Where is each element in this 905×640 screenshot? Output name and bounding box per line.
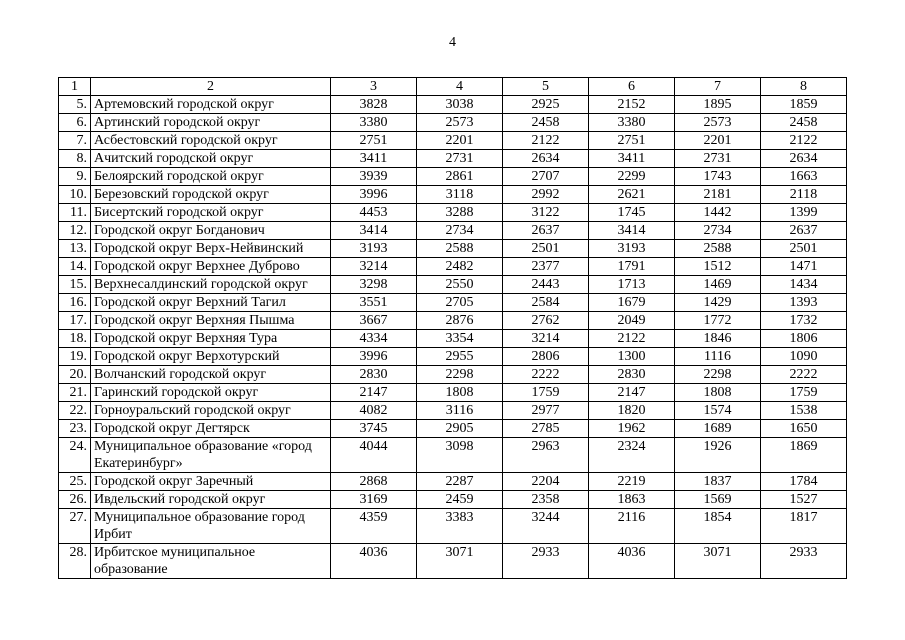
data-table: [58, 77, 847, 579]
municipality-name: Муниципальное образование «город Екатеринбург»: [91, 438, 331, 473]
table-row: [59, 240, 847, 258]
value-cell-col5: 2377: [503, 258, 589, 276]
row-number: 28.: [59, 544, 91, 579]
value-cell-col5: 2501: [503, 240, 589, 258]
value-cell-col7: 1116: [675, 348, 761, 366]
municipality-name: Бисертский городской округ: [91, 204, 331, 222]
row-number: 10.: [59, 186, 91, 204]
value-cell-col5: 2358: [503, 491, 589, 509]
table-row: [59, 348, 847, 366]
municipality-name: Городской округ Верхний Тагил: [91, 294, 331, 312]
value-cell-col3: 3996: [331, 186, 417, 204]
value-cell-col4: 3071: [417, 544, 503, 579]
municipality-name: Артинский городской округ: [91, 114, 331, 132]
row-number: 20.: [59, 366, 91, 384]
value-cell-col6: 1791: [589, 258, 675, 276]
row-number: 15.: [59, 276, 91, 294]
table-row: [59, 402, 847, 420]
value-cell-col6: 4036: [589, 544, 675, 579]
row-number: 14.: [59, 258, 91, 276]
value-cell-col4: 2905: [417, 420, 503, 438]
page-number: 4: [449, 35, 456, 50]
value-cell-col8: 1399: [761, 204, 847, 222]
value-cell-col3: 2147: [331, 384, 417, 402]
value-cell-col7: 1837: [675, 473, 761, 491]
municipality-name: Городской округ Верх-Нейвинский: [91, 240, 331, 258]
value-cell-col6: 2621: [589, 186, 675, 204]
value-cell-col3: 3939: [331, 168, 417, 186]
value-cell-col7: 1926: [675, 438, 761, 473]
municipality-name: Городской округ Заречный: [91, 473, 331, 491]
value-cell-col8: 1663: [761, 168, 847, 186]
value-cell-col8: 1806: [761, 330, 847, 348]
value-cell-col7: 1854: [675, 509, 761, 544]
municipality-name: Городской округ Верхнее Дуброво: [91, 258, 331, 276]
row-number: 26.: [59, 491, 91, 509]
row-number: 13.: [59, 240, 91, 258]
municipality-name: Белоярский городской округ: [91, 168, 331, 186]
value-cell-col5: 1759: [503, 384, 589, 402]
value-cell-col7: 2181: [675, 186, 761, 204]
value-cell-col6: 2122: [589, 330, 675, 348]
table-row: [59, 204, 847, 222]
municipality-name: Ачитский городской округ: [91, 150, 331, 168]
value-cell-col6: 1962: [589, 420, 675, 438]
municipality-name: Березовский городской округ: [91, 186, 331, 204]
value-cell-col7: 2573: [675, 114, 761, 132]
municipality-name: Горноуральский городской округ: [91, 402, 331, 420]
value-cell-col7: 1469: [675, 276, 761, 294]
value-cell-col6: 2324: [589, 438, 675, 473]
table-row: [59, 312, 847, 330]
value-cell-col8: 1090: [761, 348, 847, 366]
value-cell-col4: 3354: [417, 330, 503, 348]
value-cell-col5: 2637: [503, 222, 589, 240]
value-cell-col6: 3193: [589, 240, 675, 258]
value-cell-col3: 2830: [331, 366, 417, 384]
value-cell-col4: 2734: [417, 222, 503, 240]
value-cell-col6: 1300: [589, 348, 675, 366]
row-number: 8.: [59, 150, 91, 168]
value-cell-col3: 4334: [331, 330, 417, 348]
value-cell-col5: 2443: [503, 276, 589, 294]
municipality-name: Ивдельский городской округ: [91, 491, 331, 509]
value-cell-col6: 1863: [589, 491, 675, 509]
value-cell-col8: 1434: [761, 276, 847, 294]
table-row: [59, 438, 847, 473]
value-cell-col4: 2731: [417, 150, 503, 168]
municipality-name: Волчанский городской округ: [91, 366, 331, 384]
value-cell-col3: 3169: [331, 491, 417, 509]
value-cell-col8: 1859: [761, 96, 847, 114]
value-cell-col6: 2751: [589, 132, 675, 150]
value-cell-col6: 2299: [589, 168, 675, 186]
value-cell-col8: 1784: [761, 473, 847, 491]
row-number: 11.: [59, 204, 91, 222]
row-number: 12.: [59, 222, 91, 240]
column-header: 8: [761, 78, 847, 96]
table-row: [59, 366, 847, 384]
value-cell-col6: 3414: [589, 222, 675, 240]
row-number: 22.: [59, 402, 91, 420]
value-cell-col3: 4082: [331, 402, 417, 420]
value-cell-col5: 2122: [503, 132, 589, 150]
value-cell-col5: 2992: [503, 186, 589, 204]
row-number: 17.: [59, 312, 91, 330]
value-cell-col7: 3071: [675, 544, 761, 579]
column-header: 3: [331, 78, 417, 96]
value-cell-col4: 2705: [417, 294, 503, 312]
value-cell-col7: 1574: [675, 402, 761, 420]
value-cell-col7: 1808: [675, 384, 761, 402]
value-cell-col3: 3667: [331, 312, 417, 330]
municipality-name: Ирбитское муниципальное образование: [91, 544, 331, 579]
value-cell-col4: 2459: [417, 491, 503, 509]
value-cell-col4: 2287: [417, 473, 503, 491]
value-cell-col4: 2482: [417, 258, 503, 276]
value-cell-col4: 2588: [417, 240, 503, 258]
value-cell-col4: 3118: [417, 186, 503, 204]
table-row: [59, 276, 847, 294]
value-cell-col5: 3244: [503, 509, 589, 544]
value-cell-col3: 4044: [331, 438, 417, 473]
value-cell-col3: 3745: [331, 420, 417, 438]
value-cell-col5: 2762: [503, 312, 589, 330]
value-cell-col6: 2830: [589, 366, 675, 384]
row-number: 9.: [59, 168, 91, 186]
value-cell-col8: 1869: [761, 438, 847, 473]
row-number: 16.: [59, 294, 91, 312]
table-row: [59, 186, 847, 204]
value-cell-col3: 3380: [331, 114, 417, 132]
column-header: 5: [503, 78, 589, 96]
table-row: [59, 114, 847, 132]
row-number: 25.: [59, 473, 91, 491]
value-cell-col3: 4359: [331, 509, 417, 544]
value-cell-col3: 3996: [331, 348, 417, 366]
value-cell-col4: 3116: [417, 402, 503, 420]
table-row: [59, 544, 847, 579]
value-cell-col5: 2977: [503, 402, 589, 420]
value-cell-col6: 2116: [589, 509, 675, 544]
value-cell-col6: 2152: [589, 96, 675, 114]
value-cell-col7: 1772: [675, 312, 761, 330]
municipality-name: Городской округ Верхняя Пышма: [91, 312, 331, 330]
value-cell-col8: 1817: [761, 509, 847, 544]
value-cell-col7: 1743: [675, 168, 761, 186]
value-cell-col4: 3383: [417, 509, 503, 544]
table-row: [59, 150, 847, 168]
value-cell-col3: 3411: [331, 150, 417, 168]
value-cell-col7: 1689: [675, 420, 761, 438]
table-row: [59, 330, 847, 348]
value-cell-col5: 3122: [503, 204, 589, 222]
municipality-name: Артемовский городской округ: [91, 96, 331, 114]
value-cell-col3: 2868: [331, 473, 417, 491]
value-cell-col6: 1820: [589, 402, 675, 420]
value-cell-col4: 1808: [417, 384, 503, 402]
value-cell-col4: 2876: [417, 312, 503, 330]
value-cell-col7: 1442: [675, 204, 761, 222]
value-cell-col4: 3098: [417, 438, 503, 473]
value-cell-col7: 1512: [675, 258, 761, 276]
column-header: 4: [417, 78, 503, 96]
value-cell-col7: 2298: [675, 366, 761, 384]
value-cell-col8: 1650: [761, 420, 847, 438]
value-cell-col6: 2049: [589, 312, 675, 330]
value-cell-col6: 2219: [589, 473, 675, 491]
value-cell-col4: 2550: [417, 276, 503, 294]
value-cell-col5: 2806: [503, 348, 589, 366]
value-cell-col7: 2731: [675, 150, 761, 168]
row-number: 5.: [59, 96, 91, 114]
table-row: [59, 168, 847, 186]
value-cell-col8: 1732: [761, 312, 847, 330]
value-cell-col7: 2201: [675, 132, 761, 150]
column-header: 7: [675, 78, 761, 96]
table-row: [59, 96, 847, 114]
value-cell-col3: 3214: [331, 258, 417, 276]
value-cell-col4: 2861: [417, 168, 503, 186]
value-cell-col8: 2634: [761, 150, 847, 168]
value-cell-col5: 2458: [503, 114, 589, 132]
value-cell-col7: 1846: [675, 330, 761, 348]
value-cell-col4: 2201: [417, 132, 503, 150]
value-cell-col4: 3288: [417, 204, 503, 222]
table-body: [59, 78, 847, 579]
column-header: 1: [59, 78, 91, 96]
value-cell-col8: 1527: [761, 491, 847, 509]
column-header: 2: [91, 78, 331, 96]
value-cell-col6: 1679: [589, 294, 675, 312]
municipality-name: Муниципальное образование город Ирбит: [91, 509, 331, 544]
value-cell-col7: 2734: [675, 222, 761, 240]
value-cell-col6: 3411: [589, 150, 675, 168]
value-cell-col8: 2122: [761, 132, 847, 150]
value-cell-col3: 3828: [331, 96, 417, 114]
table-row: [59, 294, 847, 312]
value-cell-col5: 3214: [503, 330, 589, 348]
table-row: [59, 258, 847, 276]
value-cell-col3: 3414: [331, 222, 417, 240]
value-cell-col3: 2751: [331, 132, 417, 150]
value-cell-col4: 3038: [417, 96, 503, 114]
value-cell-col3: 3551: [331, 294, 417, 312]
value-cell-col4: 2955: [417, 348, 503, 366]
value-cell-col5: 2933: [503, 544, 589, 579]
row-number: 23.: [59, 420, 91, 438]
value-cell-col8: 2501: [761, 240, 847, 258]
table-header-row: [59, 78, 847, 96]
value-cell-col8: 2933: [761, 544, 847, 579]
table-row: [59, 491, 847, 509]
value-cell-col8: 2637: [761, 222, 847, 240]
municipality-name: Городской округ Богданович: [91, 222, 331, 240]
value-cell-col7: 2588: [675, 240, 761, 258]
municipality-name: Городской округ Верхняя Тура: [91, 330, 331, 348]
value-cell-col3: 3298: [331, 276, 417, 294]
column-header: 6: [589, 78, 675, 96]
value-cell-col7: 1429: [675, 294, 761, 312]
value-cell-col7: 1895: [675, 96, 761, 114]
value-cell-col8: 1759: [761, 384, 847, 402]
value-cell-col7: 1569: [675, 491, 761, 509]
value-cell-col5: 2584: [503, 294, 589, 312]
row-number: 18.: [59, 330, 91, 348]
table-row: [59, 420, 847, 438]
value-cell-col6: 2147: [589, 384, 675, 402]
value-cell-col3: 4453: [331, 204, 417, 222]
municipality-name: Асбестовский городской округ: [91, 132, 331, 150]
table-row: [59, 473, 847, 491]
row-number: 6.: [59, 114, 91, 132]
table-row: [59, 509, 847, 544]
row-number: 27.: [59, 509, 91, 544]
value-cell-col8: 2222: [761, 366, 847, 384]
value-cell-col8: 2118: [761, 186, 847, 204]
value-cell-col5: 2222: [503, 366, 589, 384]
row-number: 21.: [59, 384, 91, 402]
value-cell-col3: 3193: [331, 240, 417, 258]
value-cell-col5: 2925: [503, 96, 589, 114]
value-cell-col4: 2573: [417, 114, 503, 132]
value-cell-col5: 2634: [503, 150, 589, 168]
table-row: [59, 222, 847, 240]
value-cell-col3: 4036: [331, 544, 417, 579]
value-cell-col5: 2707: [503, 168, 589, 186]
value-cell-col8: 1393: [761, 294, 847, 312]
value-cell-col8: 1538: [761, 402, 847, 420]
value-cell-col8: 2458: [761, 114, 847, 132]
value-cell-col5: 2963: [503, 438, 589, 473]
value-cell-col5: 2785: [503, 420, 589, 438]
value-cell-col8: 1471: [761, 258, 847, 276]
municipality-name: Городской округ Верхотурский: [91, 348, 331, 366]
value-cell-col5: 2204: [503, 473, 589, 491]
value-cell-col6: 1745: [589, 204, 675, 222]
municipality-name: Городской округ Дегтярск: [91, 420, 331, 438]
value-cell-col6: 1713: [589, 276, 675, 294]
table-row: [59, 384, 847, 402]
value-cell-col6: 3380: [589, 114, 675, 132]
row-number: 19.: [59, 348, 91, 366]
table-row: [59, 132, 847, 150]
municipality-name: Гаринский городской округ: [91, 384, 331, 402]
value-cell-col4: 2298: [417, 366, 503, 384]
municipality-name: Верхнесалдинский городской округ: [91, 276, 331, 294]
row-number: 24.: [59, 438, 91, 473]
row-number: 7.: [59, 132, 91, 150]
